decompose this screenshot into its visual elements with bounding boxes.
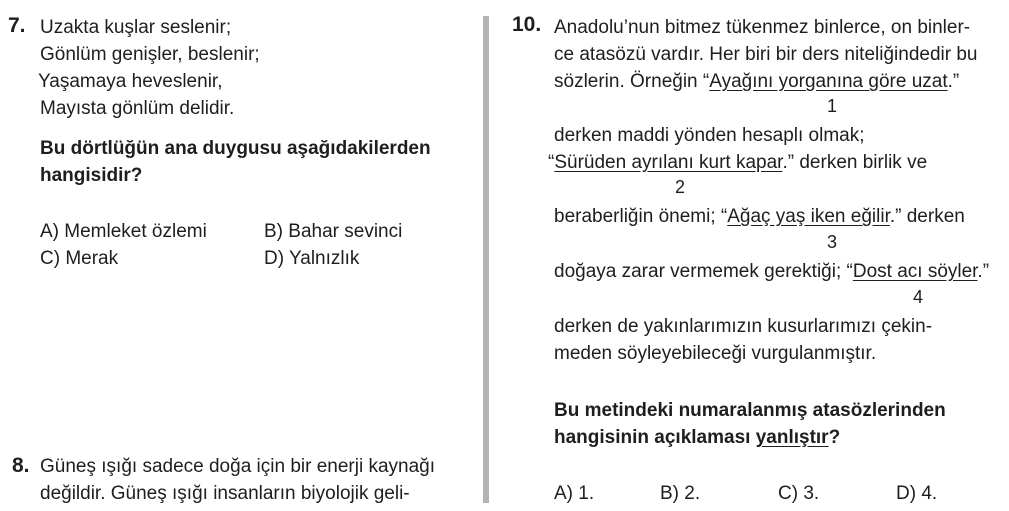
question-8-line-2: değildir. Güneş ışığı insanların biyolojik geli- xyxy=(40,483,410,504)
line-5-prefix: “ xyxy=(548,152,555,173)
question-7-poem-line-4: Mayısta gönlüm delidir. xyxy=(40,98,235,119)
question-10-number: 10. xyxy=(512,13,542,36)
question-10-line-5 xyxy=(548,149,927,176)
line-7-suffix: .” xyxy=(977,261,990,282)
proverb-1: Ayağını yorganına göre uzat xyxy=(709,71,948,92)
prompt-prefix: hangisinin açıklaması xyxy=(554,427,756,448)
question-10-option-d[interactable]: D) 4. xyxy=(896,483,938,504)
question-7-prompt-line-2: hangisidir? xyxy=(40,165,143,186)
question-10-line-4: derken maddi yönden hesaplı olmak; xyxy=(554,125,865,146)
proverb-4-number: 4 xyxy=(913,287,924,307)
question-8-line-1: Güneş ışığı sadece doğa için bir enerji kaynağı xyxy=(40,456,436,477)
question-10-option-c[interactable]: C) 3. xyxy=(778,483,820,504)
question-10-line-3 xyxy=(554,68,959,95)
proverb-1-number: 1 xyxy=(827,96,838,116)
proverb-3-number: 3 xyxy=(827,232,838,252)
question-7-option-c[interactable]: C) Merak xyxy=(40,248,119,269)
question-10-line-6 xyxy=(554,203,965,230)
line-3-suffix: .” xyxy=(947,71,960,92)
column-divider xyxy=(483,16,489,503)
question-10-prompt-line-2 xyxy=(554,424,840,451)
line-6-prefix: beraberliğin önemi; “ xyxy=(554,206,728,227)
question-10-line-8: derken de yakınlarımızın kusurlarımızı çekin- xyxy=(554,316,933,337)
proverb-2-number: 2 xyxy=(675,177,686,197)
question-10-line-9: meden söyleyebileceği vurgulanmıştır. xyxy=(554,343,877,364)
proverb-4: Dost acı söyler xyxy=(852,261,978,282)
question-10-line-7 xyxy=(554,258,989,285)
question-7-option-a[interactable]: A) Memleket özlemi xyxy=(40,221,207,242)
question-7-option-b[interactable]: B) Bahar sevinci xyxy=(264,221,403,242)
question-7-option-d[interactable]: D) Yalnızlık xyxy=(264,248,360,269)
line-5-suffix: .” derken birlik ve xyxy=(782,152,928,173)
proverb-3: Ağaç yaş iken eğilir xyxy=(727,206,890,227)
question-10-option-b[interactable]: B) 2. xyxy=(660,483,701,504)
prompt-underlined-word: yanlıştır xyxy=(755,427,829,448)
question-7-poem-line-1: Uzakta kuşlar seslenir; xyxy=(40,17,232,38)
question-7-number: 7. xyxy=(8,14,26,37)
question-7-poem-line-3: Yaşamaya heveslenir, xyxy=(38,71,223,92)
question-7-poem-line-2: Gönlüm genişler, beslenir; xyxy=(40,44,260,65)
question-10-prompt-line-1: Bu metindeki numaralanmış atasözlerinden xyxy=(554,400,946,421)
question-10-line-1: Anadolu’nun bitmez tükenmez binlerce, on binler- xyxy=(554,17,971,38)
question-10-line-2: ce atasözü vardır. Her biri bir ders niteliğindedir bu xyxy=(554,44,978,65)
line-7-prefix: doğaya zarar vermemek gerektiği; “ xyxy=(554,261,853,282)
line-6-suffix: .” derken xyxy=(889,206,965,227)
line-3-prefix: sözlerin. Örneğin “ xyxy=(554,71,710,92)
proverb-2: Sürüden ayrılanı kurt kapar xyxy=(554,152,783,173)
prompt-suffix: ? xyxy=(828,427,841,448)
question-10-option-a[interactable]: A) 1. xyxy=(554,483,595,504)
question-8-number: 8. xyxy=(12,454,30,477)
question-7-prompt-line-1: Bu dörtlüğün ana duygusu aşağıdakilerden xyxy=(40,138,431,159)
